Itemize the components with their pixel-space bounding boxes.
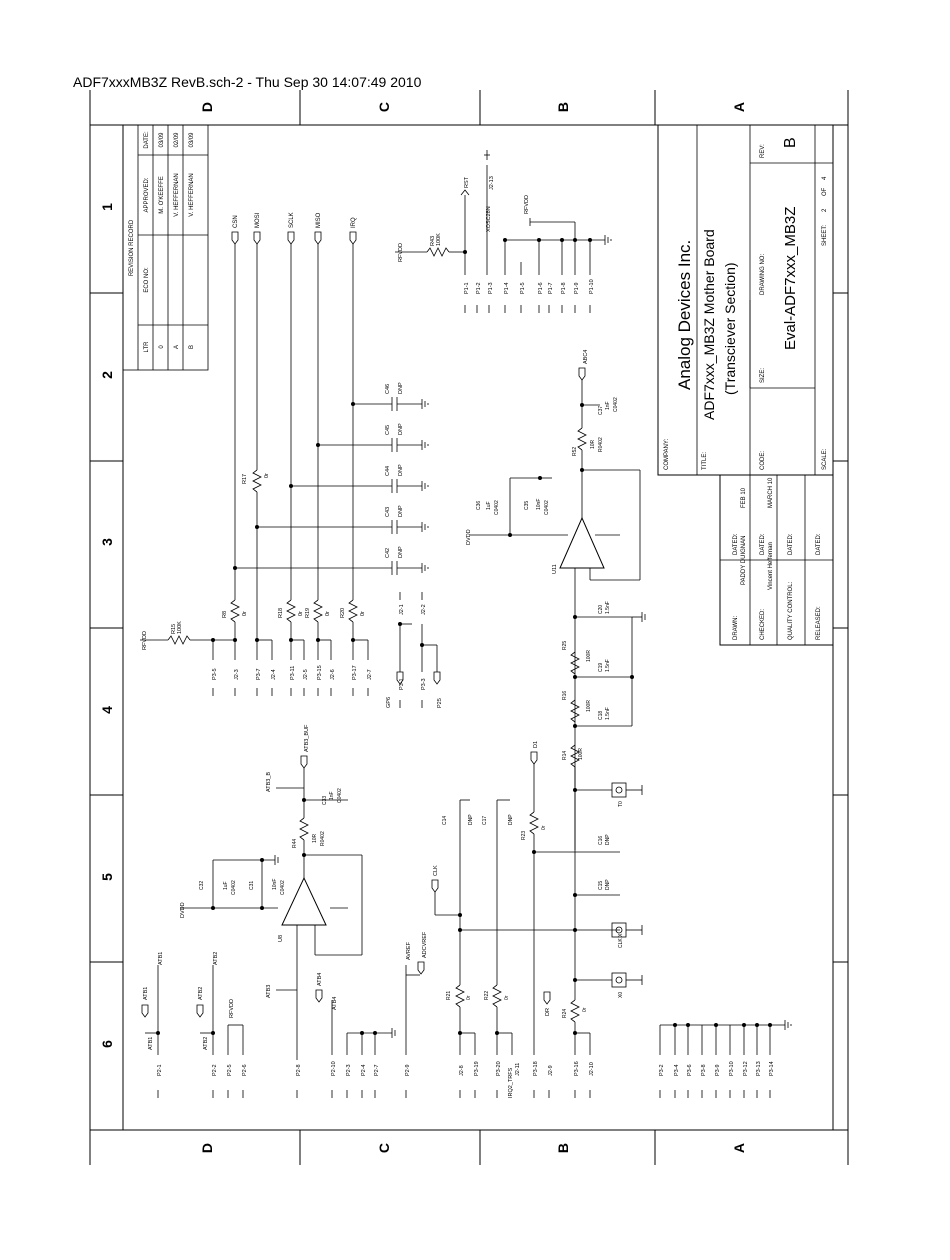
r17-value: 0r	[264, 473, 270, 478]
pin-p1-2: P1-2	[476, 282, 482, 294]
c20-ref: C20	[598, 604, 604, 614]
revision-row-ltr: 0	[159, 345, 165, 349]
revision-row-approved: V. HEFFERNAN	[189, 173, 195, 217]
revision-letter: B	[782, 137, 799, 148]
r17-ref: R17	[242, 473, 248, 484]
net-sclk: SCLK	[289, 212, 295, 228]
pin-j2-7: J2-7	[367, 669, 373, 680]
revision-row-approved: V. HEFFERNAN	[174, 173, 180, 217]
net-rfvdd: RFVDD	[398, 243, 404, 262]
pin-p3-6: P3-6	[687, 1064, 693, 1076]
pin-p3-19: P3-19	[474, 1061, 480, 1076]
drawn-name: PADDY DUIGNAN	[741, 535, 747, 585]
c35-value: 10nF	[536, 498, 542, 510]
released-label: RELEASED:	[816, 606, 822, 640]
r19-value: 0r	[325, 611, 331, 616]
pin-p1-1: P1-1	[464, 282, 470, 294]
pin-p2-3: P2-3	[346, 1064, 352, 1076]
c18-value: 1.5nF	[605, 707, 611, 720]
clock-data-section	[432, 741, 642, 1098]
c19-ref: C19	[598, 662, 604, 672]
atb-p2-section	[142, 931, 428, 1076]
c14-ref: C14	[442, 815, 448, 825]
revision-row-ltr: B	[189, 344, 195, 350]
c36-ref: C36	[476, 500, 482, 510]
c44-value: DNP	[398, 464, 404, 476]
column-label-3: 3	[99, 538, 115, 546]
column-label-2: 2	[99, 371, 115, 379]
revision-header-ltr: LTR	[144, 341, 150, 353]
pin-p3-16: P3-16	[574, 1061, 580, 1076]
u11-opamp-symbol	[560, 518, 604, 568]
zone-label-bottom-c: C	[376, 1142, 392, 1154]
c32-value: 1uF	[223, 881, 229, 890]
r44-value: 10R	[312, 833, 318, 843]
pin-p2-2: P2-2	[212, 1064, 218, 1076]
pin-p3-17: P3-17	[352, 665, 358, 680]
r8-ref: R8	[222, 610, 228, 618]
net-atb1-port: ATB1	[143, 986, 149, 1000]
sheet-total: 4	[822, 176, 828, 180]
rev-label: REV:	[760, 144, 766, 158]
sheet-label: SHEET:	[822, 224, 828, 246]
pin-p3-9: P3-9	[715, 1064, 721, 1076]
revision-record-title: REVISION RECORD	[129, 219, 135, 277]
revision-header-approved: APPROVED:	[144, 177, 150, 213]
net-adcvref: ADCVREF	[422, 931, 428, 958]
r16-value: 100R	[586, 700, 592, 712]
pin-p3-14: P3-14	[769, 1061, 775, 1076]
net-atb4-port: ATB4	[317, 972, 323, 986]
pin-p3-10: P3-10	[729, 1061, 735, 1076]
zone-label-bottom-d: D	[199, 1142, 215, 1154]
r52-value: 10R	[590, 439, 596, 449]
pin-p2-10: P2-10	[331, 1061, 337, 1076]
pin-p3-8: P3-8	[701, 1064, 707, 1076]
pin-p3-12: P3-12	[743, 1061, 749, 1076]
zone-label-top-a: A	[731, 101, 747, 113]
pin-p3-3: P3-3	[421, 678, 427, 690]
r16-ref: R16	[562, 690, 568, 700]
net-rfvdd: RFVDD	[524, 195, 530, 214]
net-j2-13: J2-13	[489, 176, 495, 190]
c16-value: DNP	[605, 834, 611, 845]
c17-value: DNP	[508, 814, 514, 825]
pin-j2-11: J2-11	[515, 1062, 521, 1076]
pin-j2-10: J2-10	[589, 1062, 595, 1076]
c43-ref: C43	[385, 506, 391, 517]
pin-p1-10: P1-10	[589, 279, 595, 294]
c45-value: DNP	[398, 423, 404, 435]
revision-row-approved: M. O'KEEFFE	[159, 176, 165, 214]
column-labels	[99, 203, 115, 1048]
r15-ref: R15	[171, 623, 177, 634]
pin-p3-1: P3-1	[399, 678, 405, 690]
pin-p3-5: P3-5	[212, 668, 218, 680]
qc-dated-label: DATED:	[788, 533, 794, 555]
company-label: COMPANY:	[664, 438, 670, 470]
connector-tick-marks	[158, 305, 770, 1098]
r24-value: 0r	[582, 1007, 588, 1012]
zone-label-bottom-b: B	[555, 1142, 571, 1154]
drawing-number: Eval-ADF7xxx_MB3Z	[782, 206, 799, 350]
c32-ref: C32	[199, 880, 205, 890]
drawing-no-label: DRAWING NO:	[760, 253, 766, 295]
c15-ref: C15	[598, 880, 604, 890]
code-label: CODE:	[760, 450, 766, 470]
c36-value: 1uF	[486, 501, 492, 510]
drawn-dated-label: DATED:	[733, 533, 739, 555]
net-atb3-buf: ATB3_BUF	[304, 724, 310, 752]
pin-p3-13: P3-13	[756, 1061, 762, 1076]
pin-p1-9: P1-9	[574, 282, 580, 294]
pin-p1-8: P1-8	[561, 282, 567, 294]
revision-row-date: 03/09	[159, 132, 165, 148]
spi-bus-section	[140, 212, 443, 708]
revision-row-date: 02/09	[174, 132, 180, 148]
net-p25: P25	[437, 698, 443, 708]
r21-value: 0r	[466, 995, 472, 1000]
test-point-t0-label: T0	[618, 801, 624, 807]
revision-record	[123, 125, 208, 370]
c46-value: DNP	[398, 382, 404, 394]
pin-p3-11: P3-11	[290, 665, 296, 680]
c16-ref: C16	[598, 835, 604, 845]
net-atb2: ATB2	[213, 951, 219, 965]
checked-label: CHECKED:	[760, 608, 766, 640]
net-dvdd: DVDD	[180, 902, 186, 918]
c14-value: DNP	[468, 814, 474, 825]
r19-ref: R19	[305, 607, 311, 618]
pin-p2-1: P2-1	[157, 1064, 163, 1076]
net-clk: CLK	[433, 865, 439, 876]
of-label: OF	[822, 187, 828, 196]
c37-package: C0402	[613, 397, 619, 412]
c33-value: 1nF	[329, 791, 335, 800]
pin-p3-20: P3-20	[496, 1061, 502, 1076]
column-label-1: 1	[99, 203, 115, 211]
c44-ref: C44	[385, 465, 391, 476]
c31-value: 10nF	[272, 878, 278, 890]
c46-ref: C46	[385, 383, 391, 394]
net-atb4: ATB4	[332, 996, 338, 1010]
pin-p3-7: P3-7	[256, 668, 262, 680]
pin-p2-8: P2-8	[296, 1064, 302, 1076]
test-point-t0	[612, 783, 626, 797]
r23-ref: R23	[521, 830, 527, 840]
pin-p3-18: P3-18	[533, 1061, 539, 1076]
pin-p3-4: P3-4	[674, 1064, 680, 1076]
pin-p2-7: P2-7	[374, 1064, 380, 1076]
u11-buffer-section	[466, 350, 645, 850]
test-point-clk-label: CLK X	[618, 933, 624, 948]
pin-p2-9: P2-9	[405, 1064, 411, 1076]
qc-label: QUALITY CONTROL:	[788, 581, 794, 640]
r52-ref: R52	[572, 446, 578, 456]
r18-ref: R18	[278, 607, 284, 618]
r18-value: 0r	[298, 611, 304, 616]
net-irq: IRQ	[351, 217, 357, 228]
net-abc4: ABC4	[583, 349, 589, 364]
zone-label-top-b: B	[555, 101, 571, 113]
c42-ref: C42	[385, 547, 391, 558]
c20-value: 1.5nF	[605, 601, 611, 614]
r24-ref: R24	[562, 1008, 568, 1018]
pin-p3-15: P3-15	[317, 665, 323, 680]
board-subtitle: (Transciever Section)	[722, 262, 738, 395]
pin-p1-5: P1-5	[520, 282, 526, 294]
r43-value: 100K	[436, 233, 442, 246]
revision-header-date: DATE:	[144, 131, 150, 149]
checked-date: MARCH 10	[768, 477, 774, 508]
pin-j2-9: J2-9	[548, 1065, 554, 1076]
c18-ref: C18	[598, 710, 604, 720]
c19-value: 1.5nF	[605, 659, 611, 672]
column-label-6: 6	[99, 1040, 115, 1048]
net-atb2-port: ATB2	[198, 986, 204, 1000]
revision-row-date: 03/09	[189, 132, 195, 148]
size-label: SIZE:	[760, 367, 766, 383]
column-label-4: 4	[99, 706, 115, 714]
pin-j2-3: J2-3	[234, 669, 240, 680]
net-atb2-wire: ATB2	[203, 1036, 209, 1050]
zone-label-bottom-a: A	[731, 1142, 747, 1154]
net-atb1-wire: ATB1	[148, 1036, 154, 1050]
c31-package: C0402	[280, 880, 286, 895]
board-title: ADF7xxx_MB3Z Mother Board	[701, 229, 717, 420]
p25-port	[434, 672, 440, 684]
drawn-date: FEB 10	[741, 487, 747, 508]
c33-package: C0402	[337, 788, 343, 803]
net-dvdd: DVDD	[466, 529, 472, 545]
company-name: Analog Devices Inc.	[675, 239, 694, 390]
sheet-number: 2	[822, 208, 828, 212]
net-rfvdd: RFVDD	[142, 631, 148, 650]
c35-package: C0402	[544, 500, 550, 515]
net-atb3: ATB3	[266, 984, 272, 998]
column-label-5: 5	[99, 873, 115, 881]
net-miso: MISO	[316, 212, 322, 228]
net-d1: D1	[533, 740, 539, 748]
pin-p3-2: P3-2	[659, 1064, 665, 1076]
r21-ref: R21	[446, 990, 452, 1000]
net-mosi: MOSI	[255, 212, 261, 228]
zone-label-top-d: D	[199, 101, 215, 113]
net-irq2-trfs: IRQ2_TRFS	[508, 1067, 514, 1098]
net-xosc28n: XOSC28N	[486, 206, 492, 232]
c33-ref: C33	[322, 795, 328, 805]
r44-package: R0402	[320, 831, 326, 846]
pin-p2-4: P2-4	[361, 1064, 367, 1076]
r25-value: 100R	[586, 650, 592, 662]
r20-ref: R20	[340, 607, 346, 618]
c36-package: C0402	[494, 500, 500, 515]
c17-ref: C17	[482, 815, 488, 825]
u8-ref: U8	[278, 934, 284, 942]
test-point-x0-label: X0	[618, 991, 624, 998]
net-rfvdd: RFVDD	[229, 999, 235, 1018]
pin-j2-1: J2-1	[399, 604, 405, 615]
c37-value: 1nF	[605, 401, 611, 410]
pin-p1-6: P1-6	[538, 282, 544, 294]
r22-ref: R22	[484, 990, 490, 1000]
zone-label-top-c: C	[376, 101, 392, 113]
u8-opamp-symbol	[282, 878, 326, 925]
c32-package: C0402	[231, 880, 237, 895]
net-avref: AVREF	[406, 942, 412, 960]
c31-ref: C31	[249, 880, 255, 890]
scale-label: SCALE:	[822, 448, 828, 470]
net-atb3-b: ATB3_B	[266, 771, 272, 792]
checked-dated-label: DATED:	[760, 533, 766, 555]
pin-p1-3: P1-3	[488, 282, 494, 294]
pin-j2-4: J2-4	[271, 669, 277, 680]
net-rst: RST	[464, 177, 470, 188]
zone-labels	[199, 102, 747, 1153]
r25-ref: R25	[562, 640, 568, 650]
c35-ref: C35	[524, 500, 530, 510]
net-atb1: ATB1	[158, 951, 164, 965]
pin-p1-4: P1-4	[504, 282, 510, 294]
pin-j2-6: J2-6	[330, 669, 336, 680]
c43-value: DNP	[398, 505, 404, 517]
r14-ref: R14	[562, 750, 568, 760]
net-dr: DR	[545, 1008, 551, 1016]
p3-ground-section	[659, 1020, 791, 1076]
pin-p1-7: P1-7	[548, 282, 554, 294]
r22-value: 0r	[504, 995, 510, 1000]
c45-ref: C45	[385, 424, 391, 435]
drawn-label: DRAWN:	[733, 615, 739, 640]
c42-value: DNP	[398, 546, 404, 558]
u11-ref: U11	[552, 564, 558, 574]
pin-p2-5: P2-5	[227, 1064, 233, 1076]
checked-name: Vincent Heffernan	[768, 542, 774, 590]
r15-value: 100K	[177, 621, 183, 634]
c37-ref: C37	[598, 405, 604, 415]
r44-ref: R44	[292, 838, 298, 848]
pin-j2-5: J2-5	[303, 669, 309, 680]
pin-p2-6: P2-6	[242, 1064, 248, 1076]
title-block	[658, 125, 833, 645]
released-dated-label: DATED:	[816, 533, 822, 555]
page-title: ADF7xxxMB3Z RevB.sch-2 - Thu Sep 30 14:07:49 2010	[73, 74, 422, 90]
revision-row-ltr: A	[174, 344, 180, 350]
r20-value: 0r	[360, 611, 366, 616]
test-point-x0	[612, 973, 626, 987]
title-label: TITLE:	[702, 451, 708, 470]
r43-ref: R43	[430, 235, 436, 246]
p1-connector-section	[395, 150, 611, 294]
revision-header-eco: ECO NO:	[144, 267, 150, 293]
r14-value: 100R	[578, 748, 584, 760]
net-csn: CSN	[233, 215, 239, 228]
pin-j2-2: J2-2	[421, 604, 427, 615]
r52-package: R0402	[598, 437, 604, 452]
c15-value: DNP	[605, 879, 611, 890]
r8-value: 0r	[242, 611, 248, 616]
pin-j2-8: J2-8	[459, 1065, 465, 1076]
net-gp6: GP6	[386, 696, 392, 708]
r23-value: 0r	[541, 825, 547, 830]
